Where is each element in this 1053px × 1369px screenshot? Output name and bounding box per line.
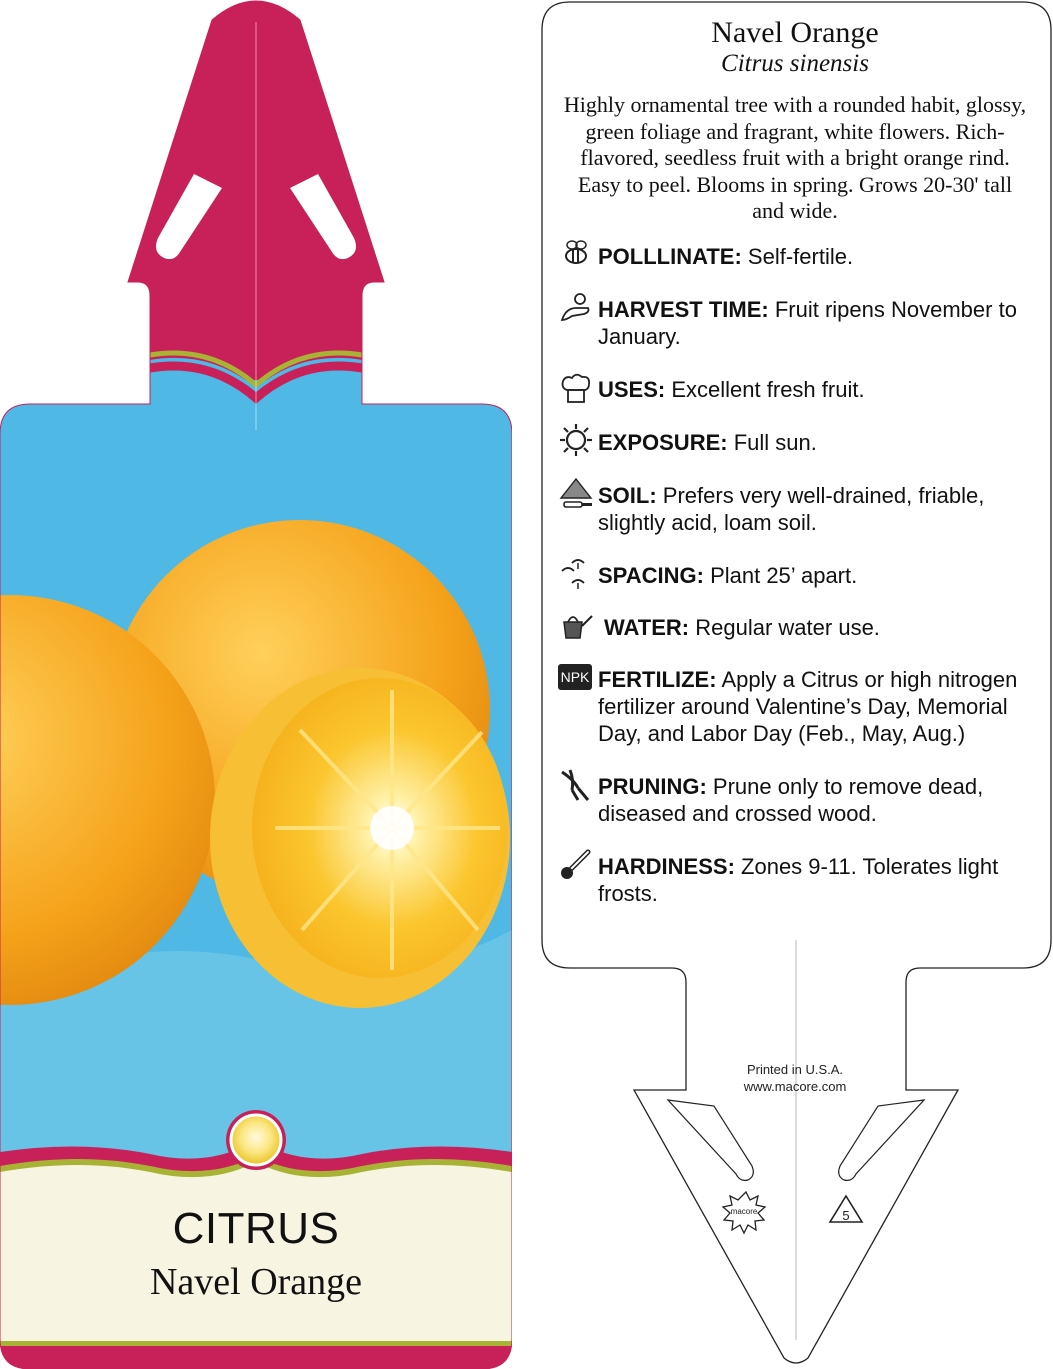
attr-value: Fruit ripens November to January.: [598, 297, 1017, 349]
attr-value: Zones 9-11. Tolerates light frosts.: [598, 854, 999, 906]
attr-value: Plant 25’ apart.: [710, 563, 858, 588]
attr-value: Self-fertile.: [747, 244, 854, 269]
attr-value: Prefers very well-drained, friable, slightly acid, loam soil.: [598, 483, 985, 535]
attr-value: Excellent fresh fruit.: [671, 377, 865, 402]
watering-can-icon: [558, 608, 594, 644]
attr-fertilize: [598, 666, 1028, 747]
attr-uses: [598, 376, 1028, 403]
attr-value: Regular water use.: [695, 615, 880, 640]
attr-value: Full sun.: [733, 430, 817, 455]
plant-description: Highly ornamental tree with a rounded habit, glossy, green foliage and fragrant, white flowers. Rich-flavored, seedless fruit with a bright orange rind. Easy to peel. Blooms in spring. Grows 20-30' tall and wide.: [563, 92, 1027, 223]
attr-pollinate: [598, 243, 1028, 270]
chef-hat-icon: [558, 370, 594, 406]
attr-label: HARDINESS:: [598, 854, 735, 879]
attr-pruning: [598, 773, 998, 827]
attr-label: WATER:: [604, 615, 690, 640]
attr-soil: [598, 482, 998, 536]
website-link[interactable]: www.macore.com: [743, 1079, 847, 1094]
attr-label: POLLLINATE:: [598, 244, 742, 269]
hand-harvest-icon: [558, 290, 594, 326]
attr-exposure: [598, 429, 1028, 456]
logo-text: macore: [730, 1207, 758, 1216]
attr-value: Apply a Citrus or high nitrogen fertilizer around Valentine’s Day, Memorial Day, and Labor Day (Feb., May, Aug.): [598, 667, 1018, 746]
attr-label: USES:: [598, 377, 666, 402]
pruners-icon: [558, 766, 594, 802]
attr-label: PRUNING:: [598, 774, 707, 799]
printed-in-note: Printed in U.S.A.: [746, 1062, 844, 1077]
attr-value: Prune only to remove dead, diseased and crossed wood.: [598, 774, 984, 826]
plant-name: Navel Orange: [711, 16, 879, 49]
attr-spacing: [598, 562, 1028, 589]
attr-hardiness: [598, 853, 1008, 907]
attr-water: [604, 614, 1034, 641]
genus-title: CITRUS: [172, 1204, 340, 1253]
soil-trowel-icon: [558, 474, 594, 510]
attr-label: HARVEST TIME:: [598, 297, 769, 322]
attr-label: FERTILIZE:: [598, 667, 717, 692]
npk-fertilizer-icon: NPK: [558, 664, 592, 690]
botanical-name: Citrus sinensis: [721, 50, 869, 77]
recycle-number: 5: [842, 1208, 850, 1223]
attr-label: SPACING:: [598, 563, 704, 588]
attr-label: SOIL:: [598, 483, 657, 508]
thermometer-icon: [558, 846, 594, 882]
attr-label: EXPOSURE:: [598, 430, 728, 455]
sun-icon: [558, 422, 594, 458]
seedlings-icon: [558, 555, 594, 591]
attr-harvest: [598, 296, 1028, 350]
variety-title: Navel Orange: [149, 1261, 363, 1303]
bee-icon: [558, 236, 594, 272]
